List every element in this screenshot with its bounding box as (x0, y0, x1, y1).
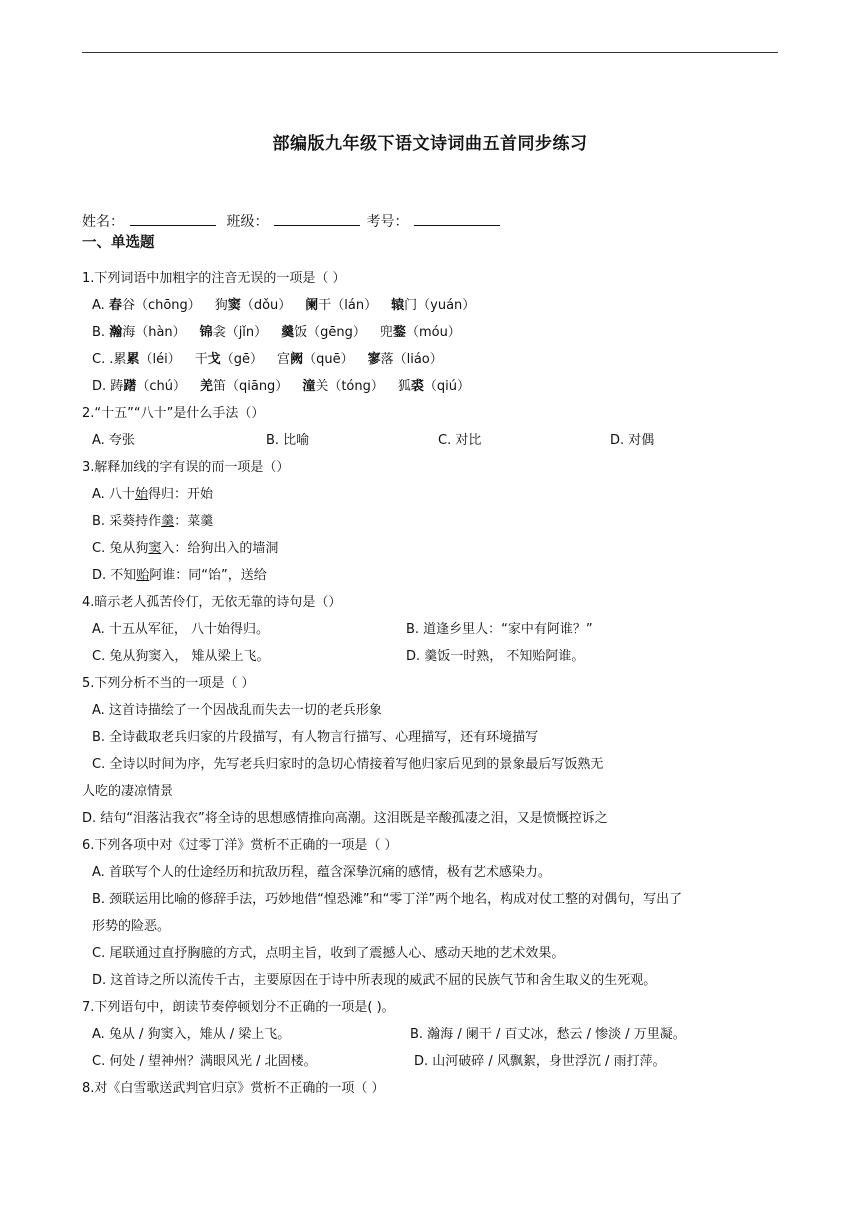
question-2-option-c: C. 对比 (438, 433, 482, 448)
question-8-stem: 8.对《白雪歌送武判官归京》赏析不正确的一项（ ） (82, 1081, 385, 1096)
question-4-option-c: C. 兔从狗窦入， 雉从梁上飞。 (92, 649, 270, 664)
question-2-option-d: D. 对偶 (610, 433, 655, 448)
question-5-option-a: A. 这首诗描绘了一个因战乱而失去一切的老兵形象 (92, 703, 382, 718)
question-5-option-c-cont: 人吃的凄凉情景 (82, 784, 174, 799)
question-7-option-b: B. 瀚海 / 阑干 / 百丈冰，愁云 / 惨淡 / 万里凝。 (410, 1027, 686, 1042)
section-heading: 一、单选题 (82, 235, 155, 251)
exam-blank[interactable] (414, 211, 500, 226)
question-4-option-d: D. 羹饭一时熟， 不知贻阿谁。 (406, 649, 585, 664)
question-7-option-c: C. 何处 / 望神州？满眼风光 / 北固楼。 (92, 1054, 317, 1069)
question-5-option-b: B. 全诗截取老兵归家的片段描写，有人物言行描写、心理描写，还有环境描写 (92, 730, 539, 745)
question-5-option-c: C. 全诗以时间为序，先写老兵归家时的急切心情接着写他归家后见到的景象最后写饭熟无 (92, 757, 604, 772)
question-5-option-d: D. 结句“泪落沾我衣”将全诗的思想感情推向高潮。这泪既是辛酸孤凄之泪，又是愤慨控诉之 (82, 811, 608, 826)
question-7-stem: 7.下列语句中，朗读节奏停顿划分不正确的一项是( )。 (82, 1000, 395, 1015)
question-3-option-d: D. 不知贻阿谁：同“饴”，送给 (92, 568, 267, 583)
question-1-option-b: B. 瀚海（hàn） 锦衾（jǐn） 羹饭（gēng） 兜鍪（móu） (92, 325, 461, 340)
question-4-option-b: B. 道逢乡里人：“家中有阿谁？” (406, 622, 593, 637)
question-1-stem: 1.下列词语中加粗字的注音无误的一项是（ ） (82, 271, 346, 286)
question-2-option-b: B. 比喻 (266, 433, 310, 448)
page-title: 部编版九年级下语文诗词曲五首同步练习 (272, 134, 588, 154)
question-3-option-a: A. 八十始得归：开始 (92, 487, 213, 502)
question-7-option-a: A. 兔从 / 狗窦入，雉从 / 梁上飞。 (92, 1027, 291, 1042)
question-2-option-a: A. 夸张 (92, 433, 135, 448)
name-blank[interactable] (130, 211, 216, 226)
question-1-option-d: D. 踌躇（chú） 羌笛（qiāng） 潼关（tóng） 狐裘（qiú） (92, 379, 471, 394)
exam-label: 考号： (366, 214, 409, 230)
question-6-option-c: C. 尾联通过直抒胸臆的方式，点明主旨，收到了震撼人心、感动天地的艺术效果。 (92, 946, 565, 961)
header-rule (82, 52, 778, 53)
question-6-option-b: B. 颈联运用比喻的修辞手法，巧妙地借“惶恐滩”和“零丁洋”两个地名，构成对仗工整的对偶句，写出了 (92, 892, 683, 907)
question-4-option-a: A. 十五从军征， 八十始得归。 (92, 622, 270, 637)
class-blank[interactable] (274, 211, 360, 226)
question-7-option-d: D. 山河破碎 / 风飘絮，身世浮沉 / 雨打萍。 (414, 1054, 666, 1069)
question-5-stem: 5.下列分析不当的一项是（ ） (82, 676, 255, 691)
question-3-stem: 3.解释加线的字有误的而一项是（） (82, 460, 290, 475)
name-label: 姓名： (82, 214, 124, 230)
question-6-option-b-cont: 形势的险恶。 (92, 919, 171, 934)
question-3-option-c: C. 兔从狗窦入：给狗出入的墙洞 (92, 541, 279, 556)
question-6-option-d: D. 这首诗之所以流传千古，主要原因在于诗中所表现的威武不屈的民族气节和舍生取义的生死观。 (92, 973, 657, 988)
question-3-option-b: B. 采葵持作羹：菜羹 (92, 514, 214, 529)
student-info-row (82, 211, 506, 231)
question-6-stem: 6.下列各项中对《过零丁洋》赏析不正确的一项是（ ） (82, 838, 398, 853)
question-1-option-a: A. 春谷（chōng） 狗窦（dǒu） 阑干（lán） 辕门（yuán） (92, 298, 476, 313)
question-2-stem: 2.“十五”“八十”是什么手法（） (82, 406, 265, 421)
question-1-option-c: C. .累累（léi） 干戈（gē） 宫阙（quē） 寥落（liáo） (92, 352, 443, 367)
question-6-option-a: A. 首联写个人的仕途经历和抗敌历程，蕴含深挚沉痛的感情，极有艺术感染力。 (92, 865, 551, 880)
question-4-stem: 4.暗示老人孤苦伶仃，无依无靠的诗句是（） (82, 595, 342, 610)
class-label: 班级： (226, 214, 269, 230)
